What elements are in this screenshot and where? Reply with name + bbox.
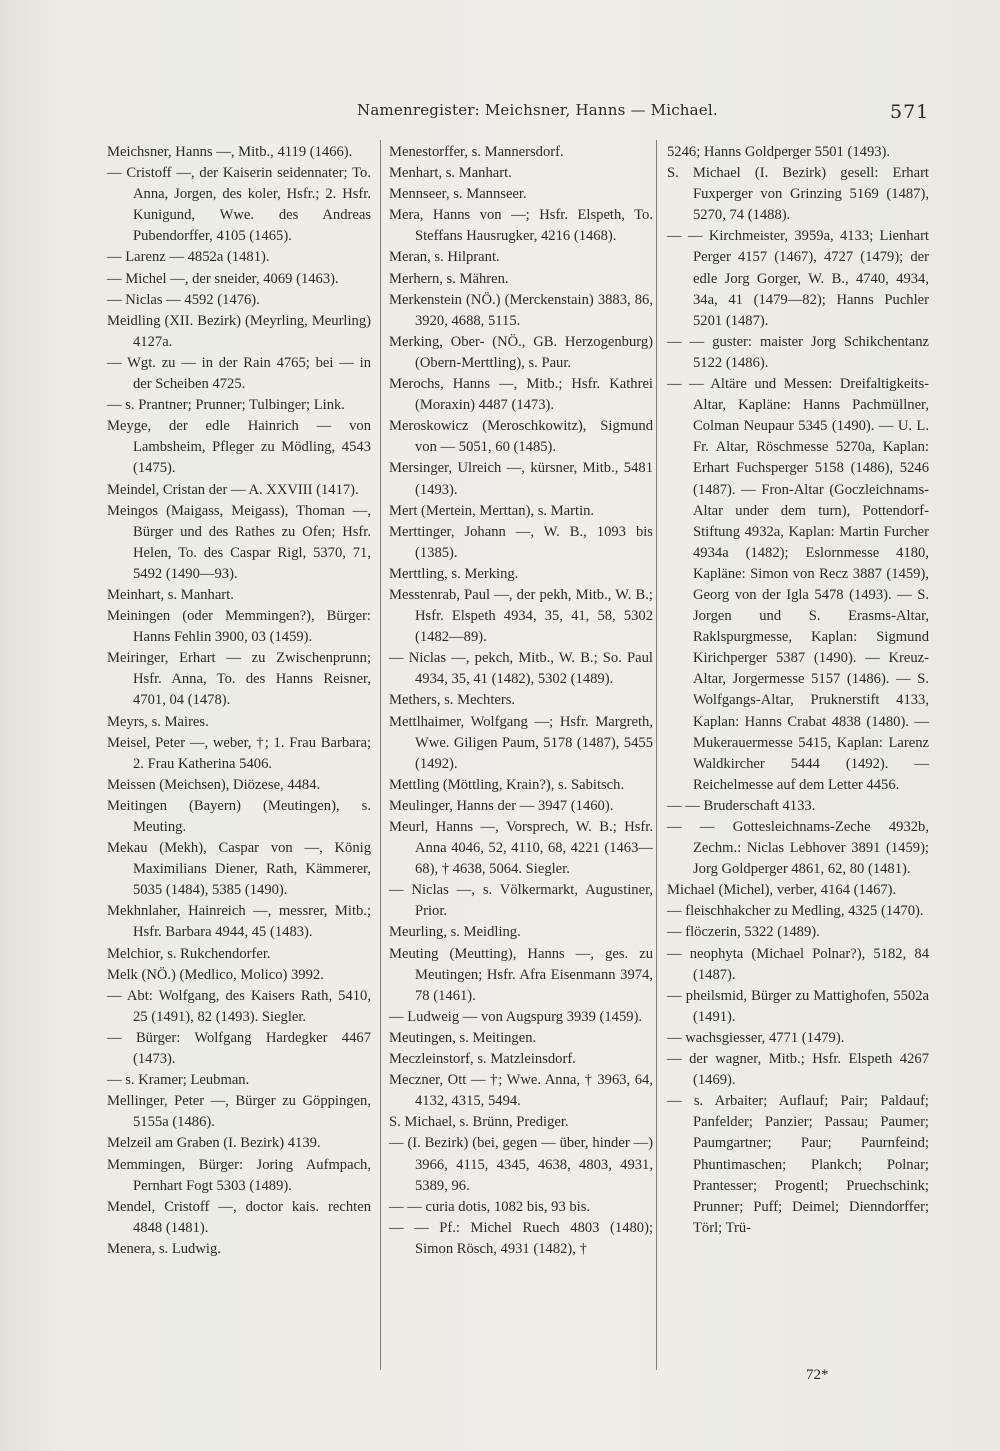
index-entry: Menera, s. Ludwig. [107,1240,221,1257]
index-entry: S. Michael (I. Bezirk) gesell: Erhart Fuxperger von Grinzing 5169 (1487), 5270, 74 (1488). [667,165,929,224]
index-entry: — Michel —, der sneider, 4069 (1463). [107,270,339,287]
index-entry: Merttling, s. Merking. [389,565,519,582]
index-entry: Mendel, Cristoff —, doctor kais. rechten 4848 (1481). [107,1198,371,1236]
page-number: 571 [890,101,930,123]
index-entry: Michael (Michel), verber, 4164 (1467). [667,882,897,899]
column-divider-1 [380,140,381,1370]
index-entry: Methers, s. Mechters. [389,692,516,709]
index-entry: Meuting (Meutting), Hanns —, ges. zu Meutingen; Hsfr. Afra Eisenmann 3974, 78 (1461). [389,945,653,1004]
index-entry: Mekhnlaher, Hainreich —, messrer, Mitb.; Hsfr. Barbara 4944, 45 (1483). [107,903,371,941]
index-entry: — neophyta (Michael Polnar?), 5182, 84 (1487). [667,945,929,983]
index-entry: Meiningen (oder Memmingen?), Bürger: Hanns Fehlin 3900, 03 (1459). [107,608,371,646]
index-entry: Meichsner, Hanns —, Mitb., 4119 (1466). [107,144,353,160]
index-entry: — flöczerin, 5322 (1489). [667,924,820,941]
index-entry: Melchior, s. Rukchendorfer. [107,945,271,962]
index-entry: Meissen (Meichsen), Diözese, 4484. [107,776,321,793]
index-column-2 [389,142,653,1260]
index-column-1 [107,142,371,1260]
index-entry: — Niclas —, pekch, Mitb., W. B.; So. Paul 4934, 35, 41 (1482), 5302 (1489). [389,650,653,688]
index-entry: Meyge, der edle Hainrich — von Lambsheim, Pfleger zu Mödling, 4543 (1475). [107,418,371,477]
index-entry: — pheilsmid, Bürger zu Mattighofen, 5502a (1491). [667,987,929,1025]
index-entry: — Niclas —, s. Völkermarkt, Augustiner, Prior. [389,882,653,920]
index-entry: 5246; Hanns Goldperger 5501 (1493). [667,144,891,160]
index-entry: Mennseer, s. Mannseer. [389,186,527,203]
index-entry: Meurling, s. Meidling. [389,924,521,941]
index-entry: — Niclas — 4592 (1476). [107,291,260,308]
index-entry: Merhern, s. Mähren. [389,270,509,287]
index-entry: Mera, Hanns von —; Hsfr. Elspeth, To. Steffans Hausrugker, 4216 (1468). [389,207,653,245]
index-entry: Meutingen, s. Meitingen. [389,1029,537,1046]
index-entry: Meidling (XII. Bezirk) (Meyrling, Meurling) 4127a. [107,312,371,350]
index-entry: Mellinger, Peter —, Bürger zu Göppingen, 5155a (1486). [107,1093,371,1131]
running-header-title: Namenregister: Meichsner, Hanns — Michael. [357,101,718,119]
index-entry: — der wagner, Mitb.; Hsfr. Elspeth 4267 (1469). [667,1051,929,1089]
index-entry: Meroskowicz (Meroschkowitz), Sigmund von — 5051, 60 (1485). [389,418,653,456]
index-entry: — Bürger: Wolfgang Hardegker 4467 (1473). [107,1029,371,1068]
index-entry: Melk (NÖ.) (Medlico, Molico) 3992. [107,966,324,983]
index-entry: Melzeil am Graben (I. Bezirk) 4139. [107,1135,321,1152]
index-entry: Meitingen (Bayern) (Meutingen), s. Meuting. [107,797,371,835]
index-entry: Merttinger, Johann —, W. B., 1093 bis (1385). [389,523,653,561]
index-entry: Mettling (Möttling, Krain?), s. Sabitsch. [389,776,625,793]
index-entry: Merochs, Hanns —, Mitb.; Hsfr. Kathrei (Moraxin) 4487 (1473). [389,376,653,414]
index-entry: Messtenrab, Paul —, der pekh, Mitb., W. B.; Hsfr. Elspeth 4934, 35, 41, 58, 5302 (1482—89). [389,586,653,646]
index-entry: Menestorffer, s. Mannersdorf. [389,144,564,160]
index-entry: — wachsgiesser, 4771 (1479). [667,1029,845,1046]
index-entry: — s. Kramer; Leubman. [107,1072,250,1089]
index-entry: — — curia dotis, 1082 bis, 93 bis. [389,1198,591,1215]
index-entry: Meczner, Ott — †; Wwe. Anna, † 3963, 64, 4132, 4315, 5494. [389,1072,653,1110]
index-entry: Memmingen, Bürger: Joring Aufmpach, Pernhart Fogt 5303 (1489). [107,1156,371,1194]
index-entry: Meingos (Maigass, Meigass), Thoman —, Bürger und des Rathes zu Ofen; Hsfr. Helen, To. des Caspar Rigl, 5370, 71, 5492 (1490—93). [107,502,371,582]
index-entry: Meisel, Peter —, weber, †; 1. Frau Barbara; 2. Frau Katherina 5406. [107,734,371,772]
index-entry: Meiringer, Erhart — zu Zwischenprunn; Hsfr. Anna, To. des Hanns Reisner, 4701, 04 (1478). [107,650,371,709]
column-divider-2 [656,140,657,1370]
index-entry: Mekau (Mekh), Caspar von —, König Maximilians Diener, Rath, Kämmerer, 5035 (1484), 5385 (1490). [107,840,371,899]
signature-mark: 72* [806,1367,829,1383]
index-entry: — — guster: maister Jorg Schikchentanz 5122 (1486). [667,333,929,371]
index-entry: Mettlhaimer, Wolfgang —; Hsfr. Margreth, Wwe. Giligen Paum, 5178 (1487), 5455 (1492). [389,713,653,772]
index-entry: Mersinger, Ulreich —, kürsner, Mitb., 5481 (1493). [389,460,653,498]
index-entry: — Ludweig — von Augspurg 3939 (1459). [389,1008,643,1025]
index-entry: Meczleinstorf, s. Matzleinsdorf. [389,1051,576,1068]
index-entry: Meyrs, s. Maires. [107,713,209,730]
index-entry: — (I. Bezirk) (bei, gegen — über, hinder —) 3966, 4115, 4345, 4638, 4803, 4931, 5389, 96. [389,1135,653,1194]
index-entry: Meulinger, Hanns der — 3947 (1460). [389,797,614,814]
index-entry: Merking, Ober- (NÖ., GB. Herzogenburg) (Obern-Merttling), s. Paur. [389,333,653,371]
index-entry: — — Gottesleichnams-Zeche 4932b, Zechm.: Niclas Lebhover 3891 (1459); Jorg Goldperger 4861, 62, 80 (1481). [667,819,929,878]
index-entry: S. Michael, s. Brünn, Prediger. [389,1114,569,1131]
index-entry: — — Kirchmeister, 3959a, 4133; Lienhart Perger 4157 (1467), 4727 (1479); der edle Jorg Gorger, W. B., 4740, 4934, 34a, 41 (1479—82); Hanns Puchler 5201 (1487). [667,228,929,329]
index-entry: — — Bruderschaft 4133. [667,797,816,814]
index-entry: — s. Arbaiter; Auflauf; Pair; Paldauf; Panfelder; Panzier; Passau; Paumer; Paumgartner; Paur; Paurnfeind; Phuntimaschen; Plankch; Polnar; Prantesser; Progentl; Pruechschink; Prunner; Puff; Deimel; Dienndorffer; Törl; Trü- [667,1093,929,1236]
index-entry: Meurl, Hanns —, Vorsprech, W. B.; Hsfr. Anna 4046, 52, 4110, 68, 4221 (1463—68), † 4638, 5064. Siegler. [389,819,653,878]
index-entry: — — Altäre und Messen: Dreifaltigkeits-Altar, Kapläne: Hanns Pachmüllner, Colman Neupaur 5345 (1490). — U. L. Fr. Altar, Röschmesse 5270a, Kaplan: Erhart Fuchsperger 5158 (1486), 5246 (1487). — Fron-Altar (Goczleichnams-Altar under dem turn), Pottendorf-Stiftung 4932a, Kaplan: Martin Furcher 4934a (1482); Eslornmesse 4180, Kapläne: Simon von Recz 3887 (1459), Georg von der Igla 5478 (1493). — S. Jorgen und S. Erasms-Altar, Raklspurgmesse, Kaplan: Sigmund Kirichperger 5387 (1490). — Kreuz-Altar, Jorgermesse 5157 (1486). — S. Wolfgangs-Altar, Pruknerstift 4133, Kaplan: Hanns Crabat 4838 (1480). — Mukerauermesse 5415, Kaplan: Larenz Waldkircher 5444 (1492). — Reichelmesse auf dem Letter 4456. [667,376,929,793]
index-entry: Mert (Mertein, Merttan), s. Martin. [389,502,595,519]
index-entry: — Abt: Wolfgang, des Kaisers Rath, 5410, 25 (1491), 82 (1493). Siegler. [107,987,371,1025]
index-entry: Meinhart, s. Manhart. [107,586,234,603]
index-entry: Meran, s. Hilprant. [389,249,500,266]
index-entry: — fleischhakcher zu Medling, 4325 (1470). [667,903,924,920]
index-entry: Meindel, Cristan der — A. XXVIII (1417). [107,481,359,498]
index-entry: Menhart, s. Manhart. [389,165,512,182]
index-entry: — Larenz — 4852a (1481). [107,249,270,266]
index-entry: — Wgt. zu — in der Rain 4765; bei — in der Scheiben 4725. [107,354,371,393]
index-entry: — s. Prantner; Prunner; Tulbinger; Link. [107,397,345,414]
index-column-3 [667,142,929,1239]
index-entry: — — Pf.: Michel Ruech 4803 (1480); Simon Rösch, 4931 (1482), † [389,1219,653,1257]
index-entry: Merkenstein (NÖ.) (Merckenstain) 3883, 86, 3920, 4688, 5115. [389,291,653,329]
index-entry: — Cristoff —, der Kaiserin seidennater; To. Anna, Jorgen, des koler, Hsfr.; 2. Hsfr. Kunigund, Wwe. des Andreas Pubendorffer, 4105 (1465). [107,165,371,245]
